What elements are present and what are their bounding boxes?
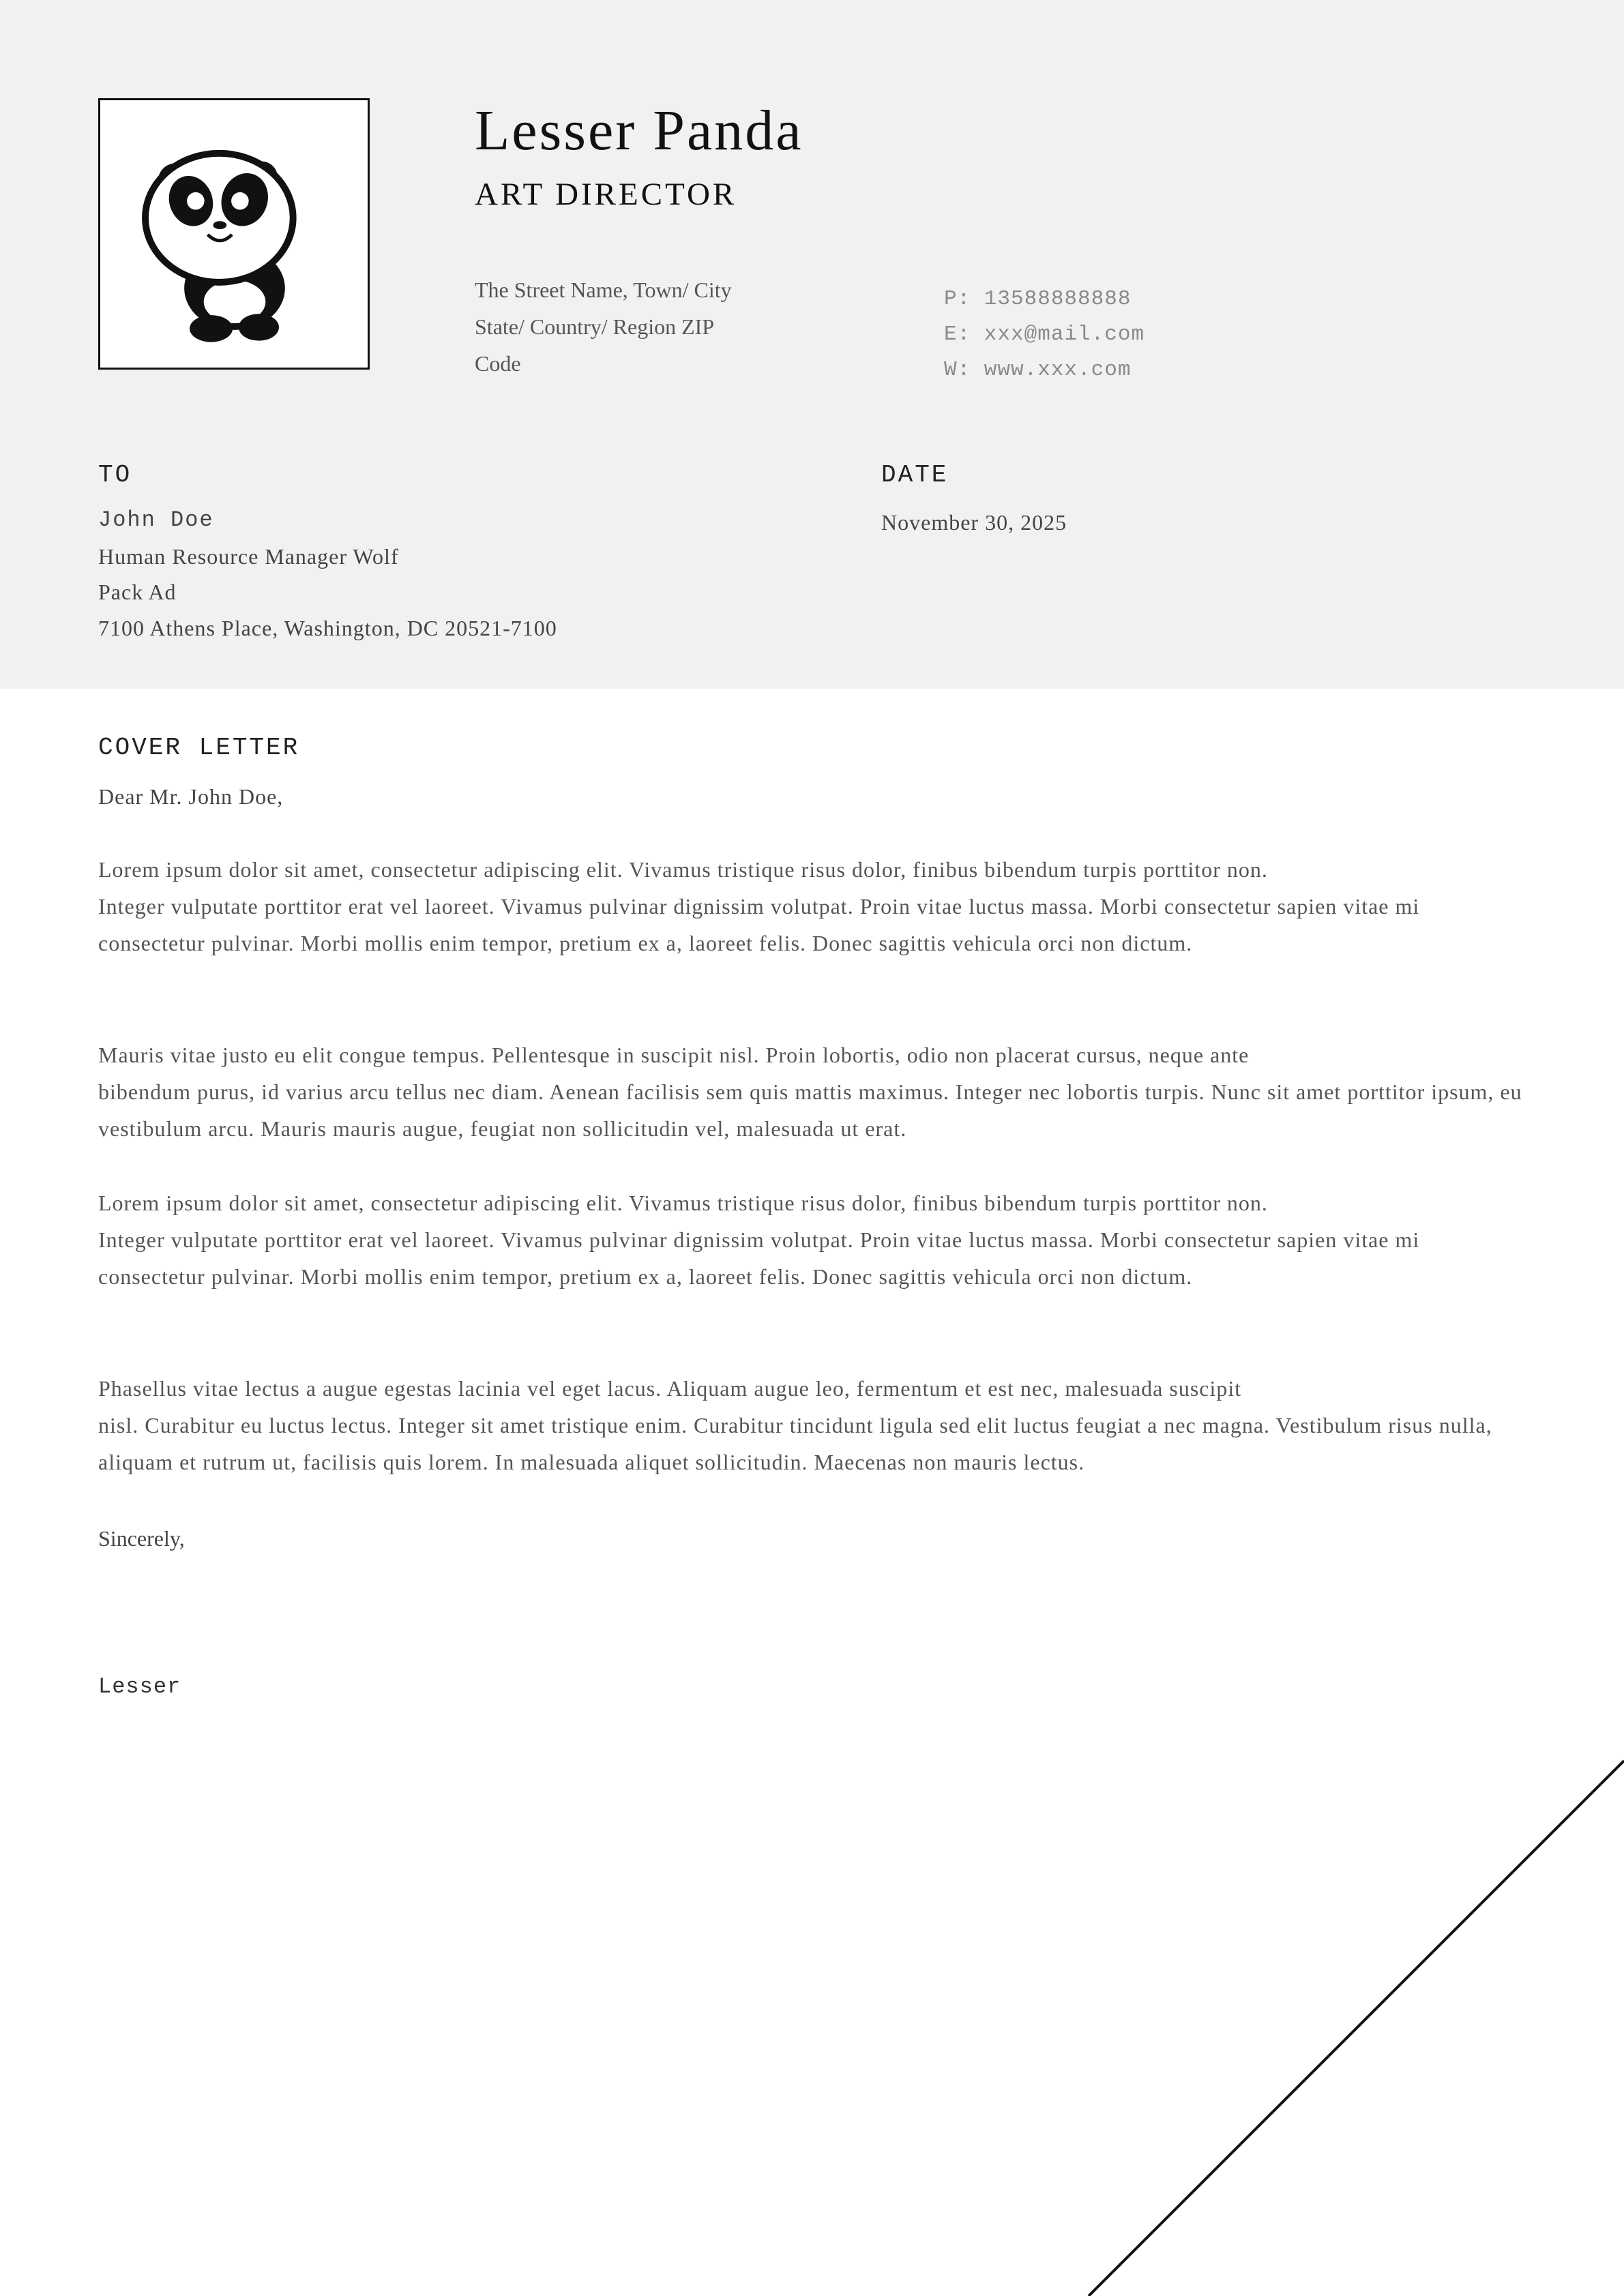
recipient-line-1: Human Resource Manager Wolf (98, 544, 399, 569)
recipient-line-2: Pack Ad (98, 580, 177, 604)
profile-photo-frame (98, 98, 370, 370)
paragraph-line: vestibulum arcu. Mauris mauris augue, feugiat non sollicitudin vel, malesuada ut erat. (98, 1116, 907, 1141)
paragraph-line: bibendum purus, id varius arcu tellus nec diam. Aenean facilisis sem quis mattis maximus. Integer nec lobortis turpis. Nunc sit amet porttitor ipsum, eu (98, 1079, 1522, 1104)
paragraph-4 (98, 1370, 1531, 1480)
website: W: www.xxx.com (944, 358, 1132, 382)
panda-icon (100, 100, 368, 368)
paragraph-line: Phasellus vitae lectus a augue egestas lacinia vel eget lacus. Aliquam augue leo, fermentum et est nec, malesuada suscipit (98, 1376, 1242, 1401)
date-label: DATE (881, 461, 949, 489)
applicant-name: Lesser Panda (475, 99, 803, 162)
paragraph-line: consectetur pulvinar. Morbi mollis enim tempor, pretium ex a, laoreet felis. Donec sagittis vehicula orci non dictum. (98, 1264, 1193, 1289)
paragraph-line: Integer vulputate porttitor erat vel laoreet. Vivamus pulvinar dignissim volutpat. Proin vitae luctus massa. Morbi consectetur sapien vitae mi (98, 1227, 1420, 1252)
paragraph-line: Mauris vitae justo eu elit congue tempus. Pellentesque in suscipit nisl. Proin lobortis, odio non placerat cursus, neque ante (98, 1043, 1250, 1067)
to-label: TO (98, 461, 132, 489)
paragraph-line: nisl. Curabitur eu luctus lectus. Integer sit amet tristique enim. Curabitur tincidunt ligula sed elit luctus feugiat a nec magna. Vestibulum risus nulla, (98, 1413, 1492, 1437)
paragraph-3 (98, 1184, 1531, 1295)
paragraph-line: aliquam et rutrum ut, facilisis quis lorem. In malesuada aliquet sollicitudin. Maecenas non mauris lectus. (98, 1450, 1085, 1474)
recipient-name: John Doe (98, 507, 214, 533)
address-line-1: The Street Name, Town/ City (475, 278, 732, 302)
paragraph-line: Integer vulputate porttitor erat vel laoreet. Vivamus pulvinar dignissim volutpat. Proin vitae luctus massa. Morbi consectetur sapien vitae mi (98, 894, 1420, 919)
applicant-title: ART DIRECTOR (475, 177, 737, 212)
paragraph-line: Lorem ipsum dolor sit amet, consectetur adipiscing elit. Vivamus tristique risus dolor, finibus bibendum turpis porttitor non. (98, 857, 1268, 882)
address-line-2: State/ Country/ Region ZIP (475, 314, 715, 339)
paragraph-line: Lorem ipsum dolor sit amet, consectetur adipiscing elit. Vivamus tristique risus dolor, finibus bibendum turpis porttitor non. (98, 1191, 1268, 1215)
paragraph-1 (98, 851, 1531, 961)
phone: P: 13588888888 (944, 287, 1132, 311)
cover-letter-heading: COVER LETTER (98, 734, 300, 762)
date-value: November 30, 2025 (881, 510, 1067, 535)
closing: Sincerely, (98, 1526, 185, 1551)
email: E: xxx@mail.com (944, 323, 1145, 346)
salutation: Dear Mr. John Doe, (98, 784, 284, 809)
paragraph-line: consectetur pulvinar. Morbi mollis enim tempor, pretium ex a, laoreet felis. Donec sagittis vehicula orci non dictum. (98, 931, 1193, 955)
recipient-line-3: 7100 Athens Place, Washington, DC 20521-7100 (98, 616, 557, 640)
signature: Lesser (98, 1674, 181, 1699)
address-line-3: Code (475, 351, 521, 376)
paragraph-2 (98, 1037, 1531, 1147)
